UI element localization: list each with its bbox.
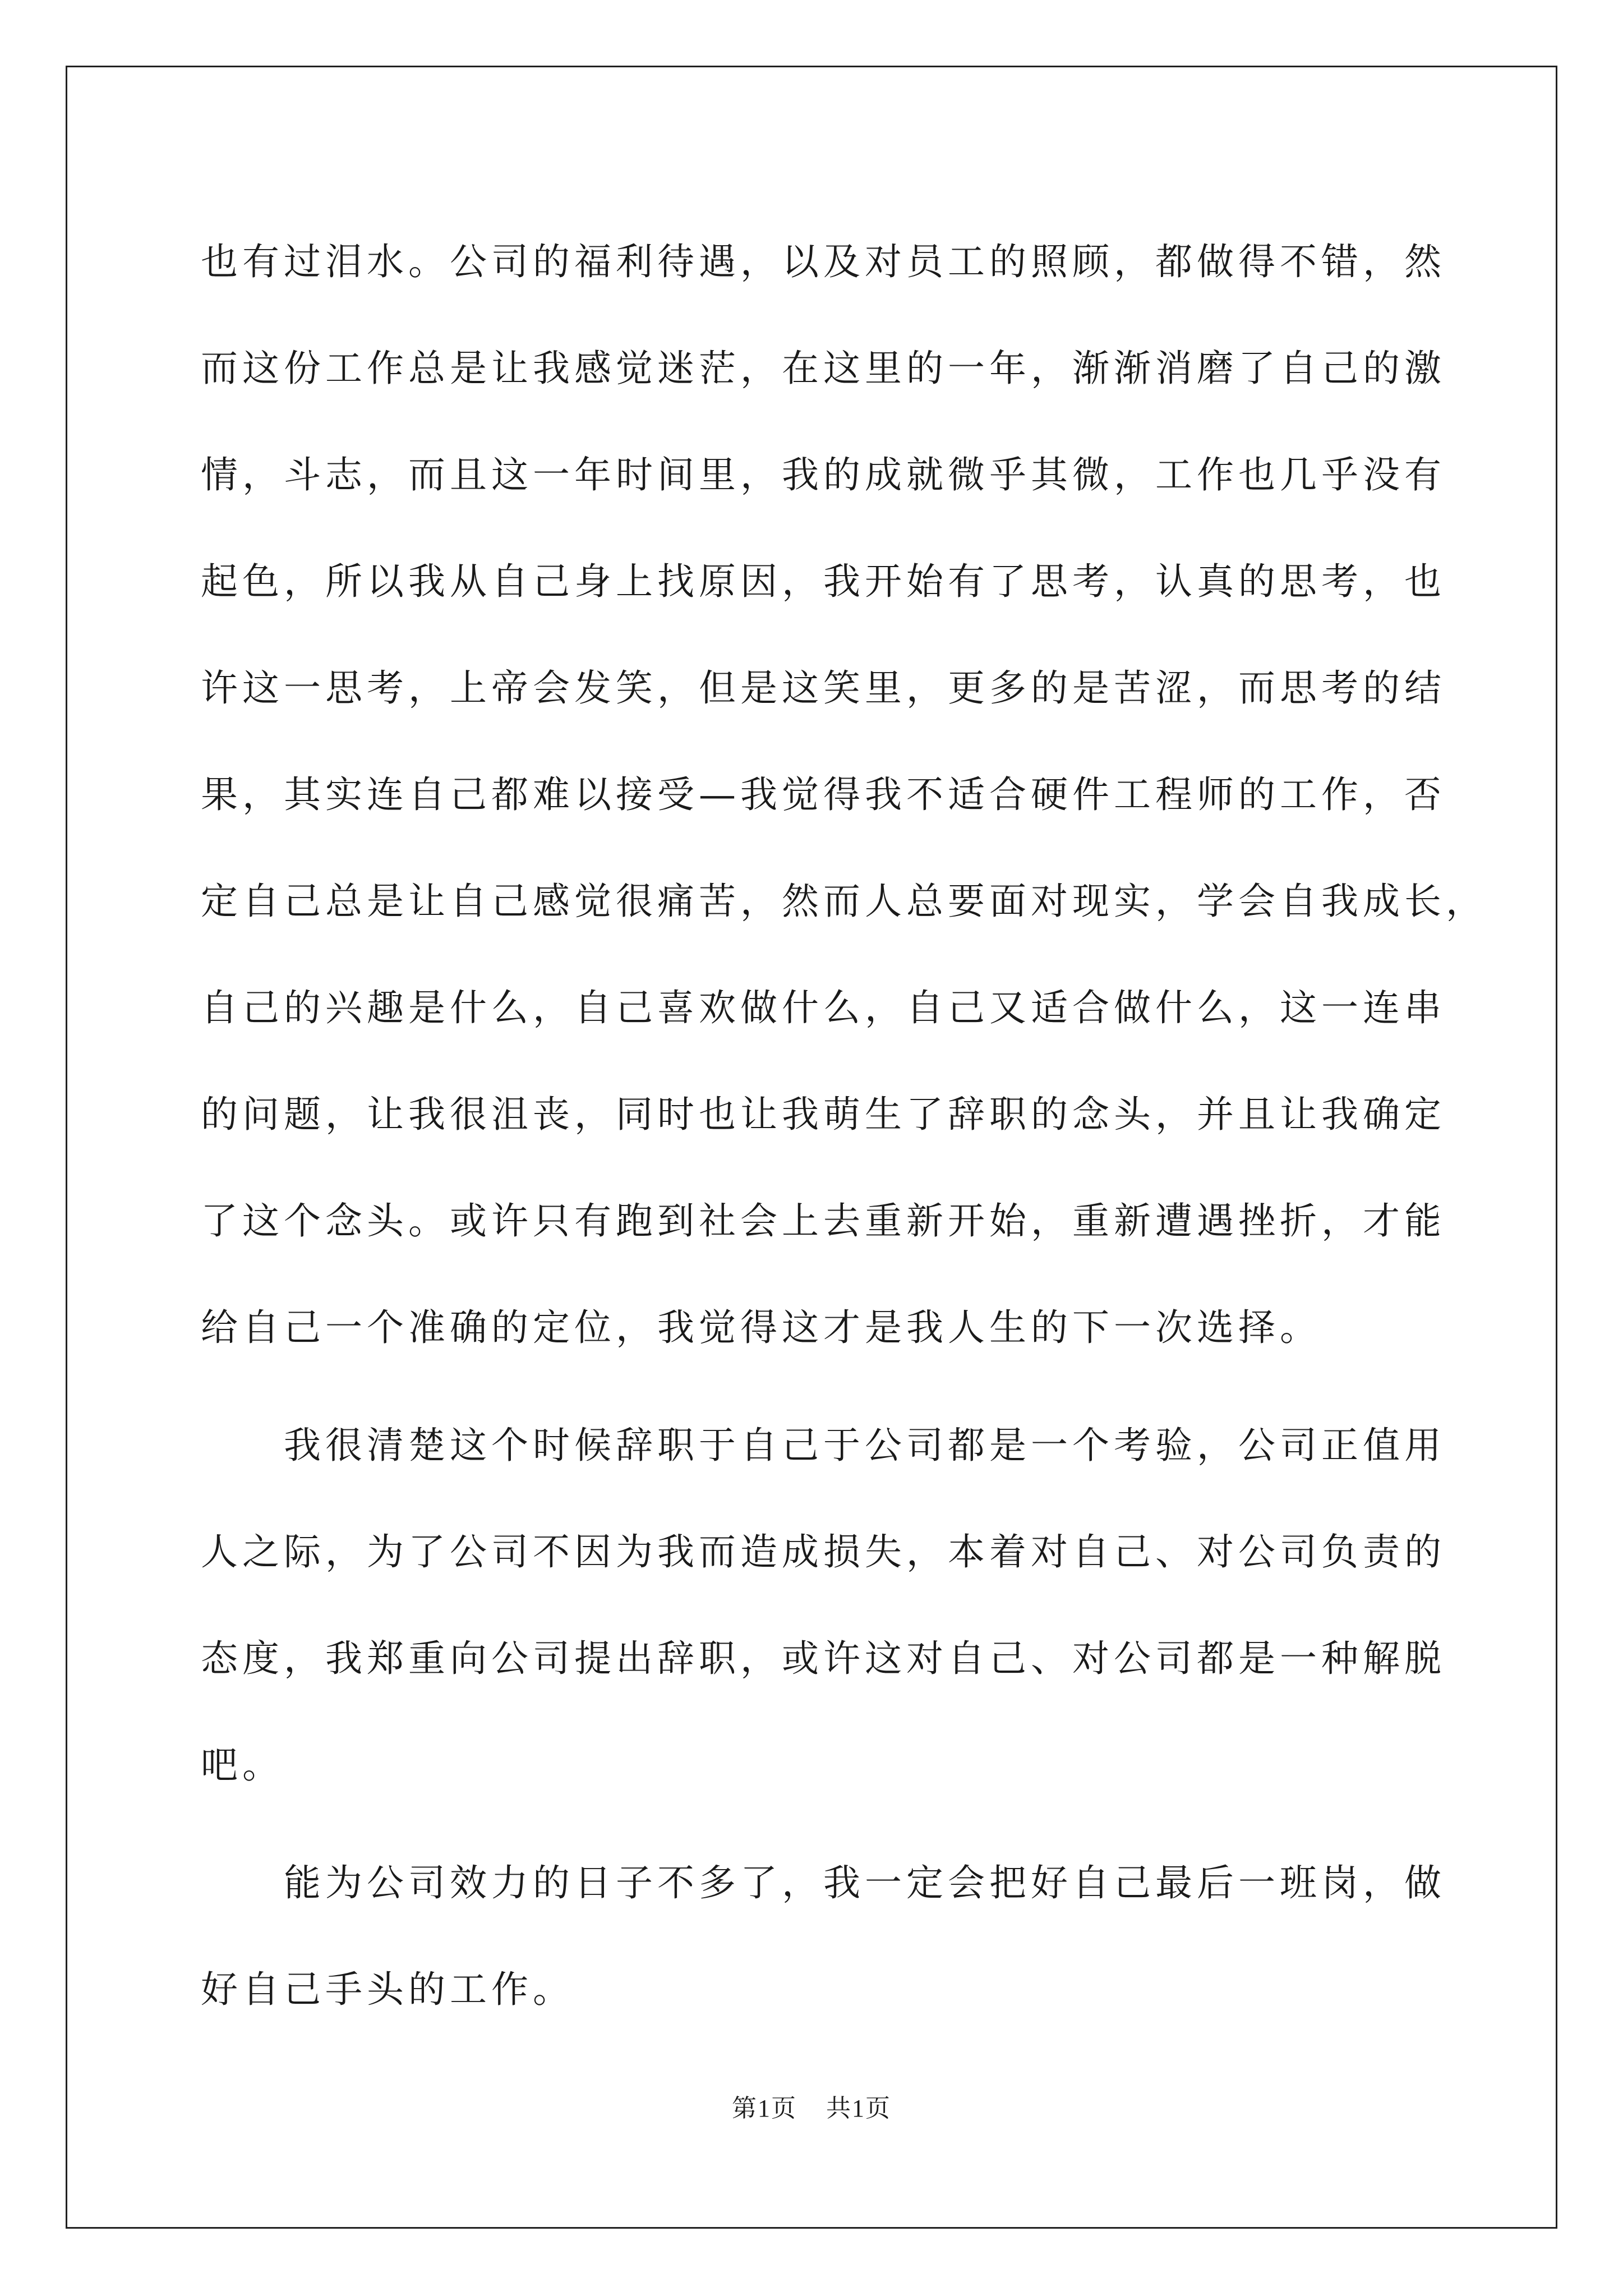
paragraph-start-line: 我很清楚这个时候辞职于自己于公司都是一个考验，公司正值用 <box>284 1424 1446 1467</box>
text-line: 了这个念头。或许只有跑到社会上去重新开始，重新遭遇挫折，才能 <box>201 1199 1446 1243</box>
text-line: 许这一思考，上帝会发笑，但是这笑里，更多的是苦涩，而思考的结 <box>201 666 1446 710</box>
text-line: 而这份工作总是让我感觉迷茫，在这里的一年，渐渐消磨了自己的激 <box>201 347 1446 390</box>
letter-body <box>201 209 1487 2043</box>
text-line: 自己的兴趣是什么，自己喜欢做什么，自己又适合做什么，这一连串 <box>201 986 1446 1029</box>
text-line: 定自己总是让自己感觉很痛苦，然而人总要面对现实，学会自我成长， <box>201 880 1487 923</box>
text-line: 态度，我郑重向公司提出辞职，或许这对自己、对公司都是一种解脱 <box>201 1637 1446 1680</box>
text-line: 起色，所以我从自己身上找原因，我开始有了思考，认真的思考，也 <box>201 560 1446 603</box>
text-line: 情，斗志，而且这一年时间里，我的成就微乎其微，工作也几乎没有 <box>201 453 1446 496</box>
paragraph-start-line: 能为公司效力的日子不多了，我一定会把好自己最后一班岗，做 <box>284 1861 1446 1904</box>
text-line: 好自己手头的工作。 <box>201 1968 574 2011</box>
text-line: 人之际，为了公司不因为我而造成损失，本着对自己、对公司负责的 <box>201 1530 1446 1573</box>
text-line: 果，其实连自己都难以接受—我觉得我不适合硬件工程师的工作，否 <box>201 773 1446 816</box>
text-line: 也有过泪水。公司的福利待遇，以及对员工的照顾，都做得不错，然 <box>201 240 1446 283</box>
text-line: 给自己一个准确的定位，我觉得这才是我人生的下一次选择。 <box>201 1306 1321 1349</box>
page-number-current: 第1页 <box>732 2095 797 2122</box>
page-footer <box>0 2088 1623 2124</box>
text-line: 的问题，让我很沮丧，同时也让我萌生了辞职的念头，并且让我确定 <box>201 1093 1446 1136</box>
text-line: 吧。 <box>201 1743 284 1787</box>
page-number-total: 共1页 <box>826 2095 891 2122</box>
